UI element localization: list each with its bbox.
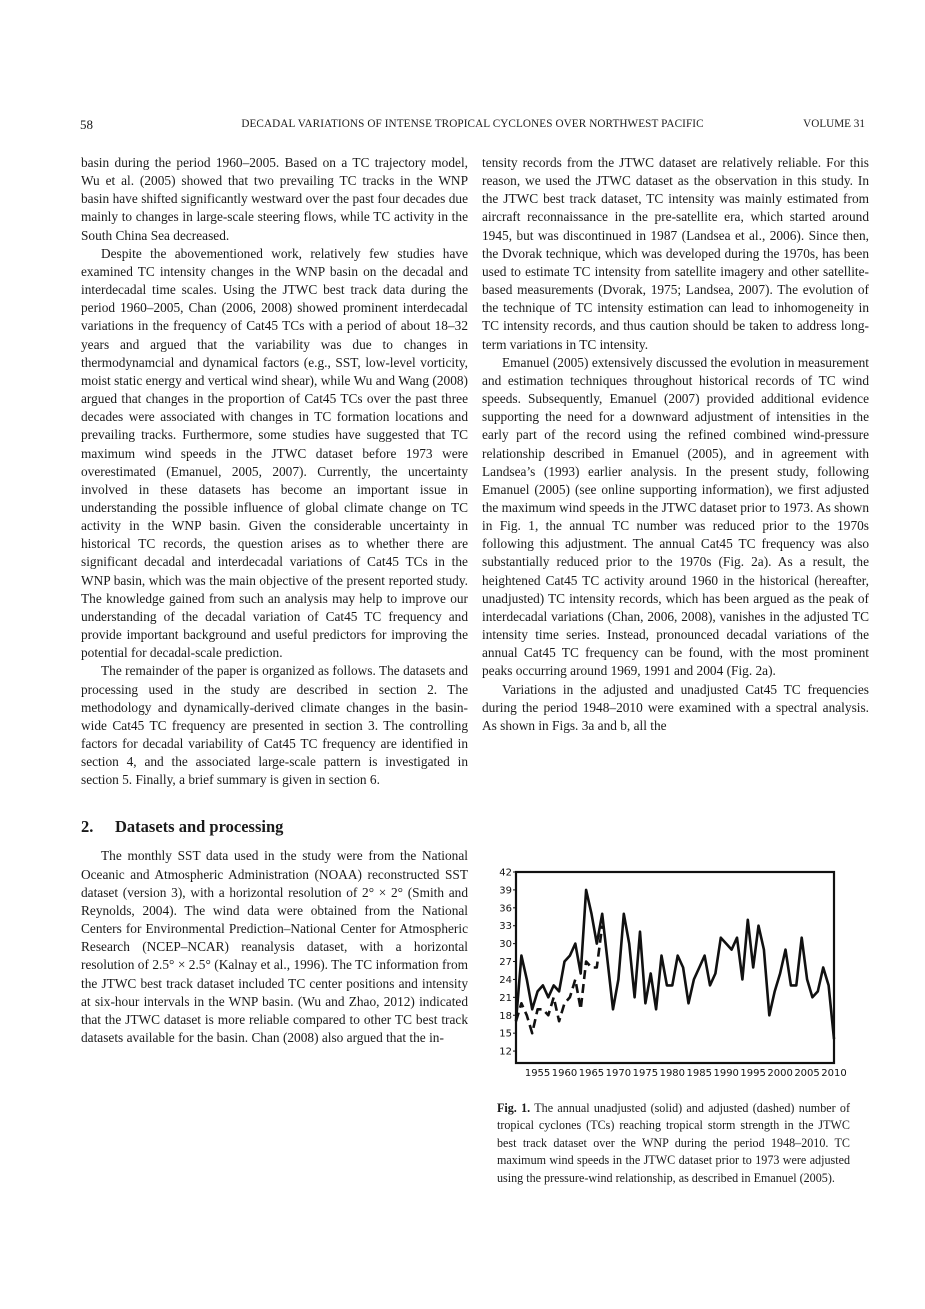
y-tick-label: 15 [499, 1028, 512, 1040]
paragraph: Emanuel (2005) extensively discussed the evolution in measurement and estimation techniques throughout historical records of TC wind speeds. Subsequently, Emanuel (2007) provided additional evidence supporting the need for a downward adjustment of intensities in the early part of the record using the refined combined wind-pressure relationship described in Emanuel (2005), and in agreement with Landsea’s (1993) earlier analysis. In the present study, following Emanuel (2005) (see online supporting information), we first adjusted the maximum wind speeds in the JTWC dataset prior to 1973. As shown in Fig. 1, the annual TC number was reduced prior to the 1970s following this adjustment. The annual Cat45 TC frequency was also substantially reduced prior to the 1970s (Fig. 2a). As a result, the heightened Cat45 TC activity around 1960 in the historical (hereafter, unadjusted) TC intensity records, which has been argued as the peak of interdecadal variations (Chan, 2006, 2008), vanishes in the adjusted TC intensity time series. Instead, pronounced decadal variations of the annual Cat45 TC frequency can be found, with the most prominent peaks occurring around 1969, 1991 and 2004 (Fig. 2a). [482, 354, 869, 679]
x-tick-label: 1995 [740, 1068, 766, 1079]
section-title: Datasets and processing [115, 817, 284, 837]
volume-label: VOLUME 31 [803, 118, 865, 130]
paragraph: Variations in the adjusted and unadjusted Cat45 TC frequencies during the period 1948–2010 were examined with a spectral analysis. As shown in Figs. 3a and b, all the [482, 681, 869, 733]
unadjusted-series-line [516, 890, 834, 1039]
page-number: 58 [80, 117, 93, 132]
x-tick-label: 2010 [821, 1068, 847, 1079]
y-tick-label: 21 [499, 992, 512, 1004]
y-tick-label: 30 [499, 939, 512, 951]
y-tick-label: 18 [499, 1010, 512, 1022]
x-tick-label: 1990 [713, 1068, 739, 1079]
x-tick-label: 1985 [686, 1068, 712, 1079]
x-tick-label: 1960 [551, 1068, 578, 1079]
y-tick-label: 39 [499, 885, 512, 897]
caption-text: The annual unadjusted (solid) and adjusted (dashed) number of tropical cyclones (TCs) reaching tropical storm strength in the JTWC best track dataset over the WNP during the period 1948–2010. TC maximum wind speeds in the JTWC dataset prior to 1973 were adjusted using the pressure-wind relationship, as described in Emanuel (2005). [497, 1101, 850, 1185]
paragraph: tensity records from the JTWC dataset are relatively reliable. For this reason, we used the JTWC dataset as the observation in this study. In the JTWC best track dataset, TC intensity was mainly estimated from aircraft reconnaissance in the pre-satellite era, which started around 1945, but was discontinued in 1987 (Landsea et al., 2006). Since then, the Dvorak technique, which was developed during the 1970s, has been used to estimate TC intensity from satellite imagery and other satellite-based measurements (Dvorak, 1975; Landsea, 2007). The evolution of the technique of TC intensity estimation can lead to inhomogeneity in TC intensity records, and thus caution should be taken to address long-term variations in TC intensity. [482, 155, 869, 352]
x-tick-label: 2000 [767, 1068, 793, 1079]
running-header [80, 117, 865, 133]
x-tick-label: 1975 [632, 1068, 659, 1079]
x-tick-label: 2005 [794, 1068, 820, 1079]
x-tick-label: 1965 [578, 1068, 605, 1079]
x-tick-label: 1955 [524, 1068, 551, 1079]
y-tick-label: 27 [499, 957, 512, 969]
y-tick-label: 12 [499, 1046, 512, 1058]
figure-label: Fig. 1. [497, 1101, 531, 1115]
left-column [81, 154, 468, 1047]
x-tick-label: 1980 [659, 1068, 686, 1079]
y-tick-label: 33 [499, 921, 512, 933]
figure-1-chart [490, 862, 860, 1082]
figure-caption [497, 1100, 850, 1187]
paragraph: The remainder of the paper is organized as follows. The datasets and processing used in the study are described in section 2. The methodology and dynamically-derived climate changes in the basin-wide Cat45 TC frequency are presented in section 3. The controlling factors for decadal variability of Cat45 TC frequency are identified in section 4, and the associated large-scale pattern is investigated in section 5. Finally, a brief summary is given in section 6. [81, 663, 468, 788]
section-heading [81, 817, 468, 837]
paragraph: Despite the abovementioned work, relatively few studies have examined TC intensity changes in the WNP basin on the decadal and interdecadal time scales. Using the JTWC best track data during the period 1960–2005, Chan (2006, 2008) showed prominent interdecadal variations in the frequency of Cat45 TCs with a period of about 18–32 years and argued that the variability was due to changes in thermodynamcial and dynamical factors (e.g., SST, low-level vorticity, moist static energy and vertical wind shear), while Wu and Wang (2008) argued that changes in the proportion of Cat45 TCs over the past three decades were associated with changes in TC formation locations and prevailing tracks. Furthermore, some studies have suggested that TC maximum wind speeds in the JTWC dataset before 1973 were overestimated (Emanuel, 2005, 2007). Currently, the uncertainty involved in these datasets has become an important issue in understanding the possible influence of global climate change on TC activity in the WNP basin. Given the considerable uncertainty in historical TC records, the question arises as to whether there are significant decadal and interdecadal variations of Cat45 TCs in the WNP basin, which was the main objective of the present reported study. The knowledge gained from such an analysis may help to improve our understanding of the decadal variation of Cat45 TC frequency and provide important background and useful predictors for improving the potential for decadal-scale prediction. [81, 245, 468, 661]
line-chart [490, 862, 860, 1082]
adjusted-series-line [516, 926, 602, 1033]
x-tick-label: 1970 [605, 1068, 632, 1079]
y-tick-label: 42 [499, 867, 512, 879]
y-tick-label: 36 [499, 903, 512, 915]
section-number: 2. [81, 817, 94, 837]
paragraph: basin during the period 1960–2005. Based on a TC trajectory model, Wu et al. (2005) showed that two prevailing TC tracks in the WNP basin have shifted significantly westward over the past four decades due mainly to changes in large-scale steering flows, while TC activity in the South China Sea decreased. [81, 155, 468, 243]
y-tick-label: 24 [499, 974, 512, 986]
running-title: DECADAL VARIATIONS OF INTENSE TROPICAL CYCLONES OVER NORTHWEST PACIFIC [241, 118, 704, 130]
right-column [482, 154, 869, 735]
paragraph: The monthly SST data used in the study were from the National Oceanic and Atmospheric Administration (NOAA) reconstructed SST dataset (version 3), with a horizontal resolution of 2° × 2° (Smith and Reynolds, 2004). The wind data were obtained from the National Centers for Environmental Prediction–National Center for Atmospheric Research (NCEP–NCAR) reanalysis dataset, with a horizontal resolution of 2.5° × 2.5° (Kalnay et al., 1996). The TC information from the JTWC best track dataset included TC center positions and intensity at six-hour intervals in the WNP basin. (Wu and Zhao, 2012) indicated that the JTWC dataset is more reliable compared to other TC best track datasets available for the basin. Chan (2008) also argued that the in- [81, 848, 468, 1046]
